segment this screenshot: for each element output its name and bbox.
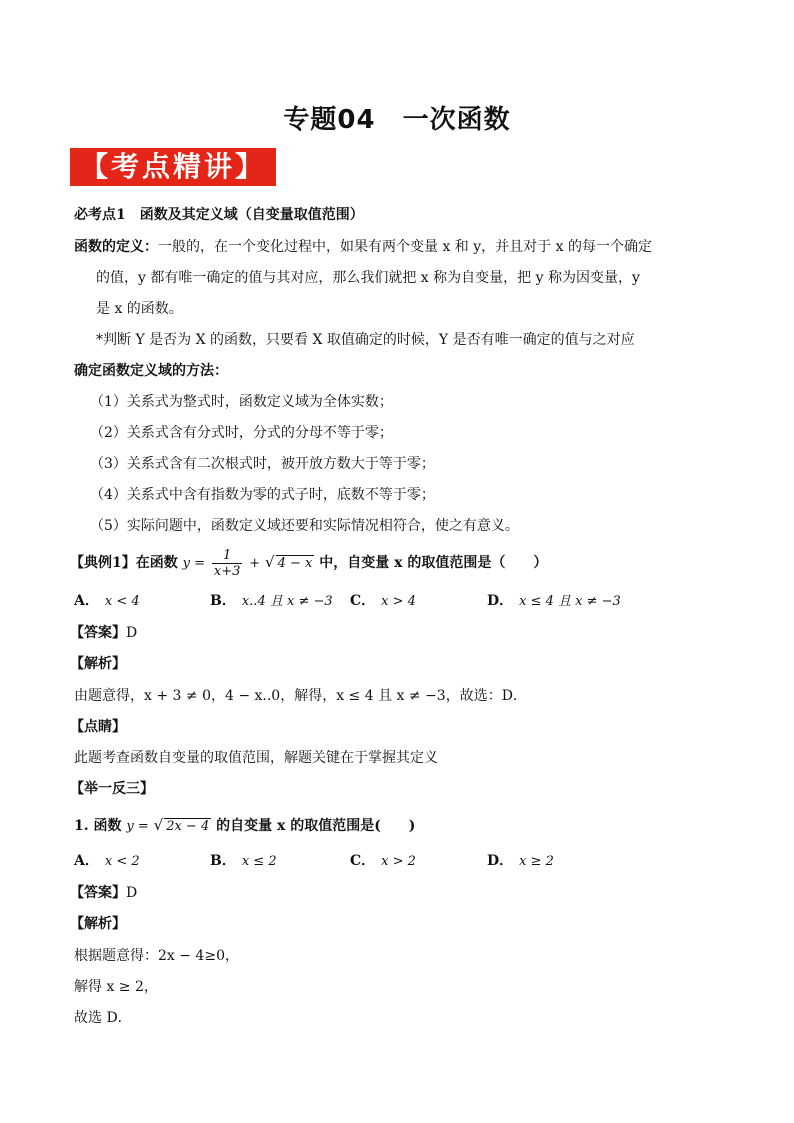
section-heading: 必考点1 函数及其定义域（自变量取值范围） (74, 207, 364, 223)
practice-q1 (74, 812, 415, 840)
example-1-sqrt-arg: 4 − x (277, 556, 313, 571)
method-item: （1）关系式为整式时，函数定义域为全体实数； (90, 394, 393, 410)
plus-sign: + (249, 556, 261, 571)
comment-text: 此题考查函数自变量的取值范围，解题关键在于掌握其定义 (74, 750, 438, 766)
fraction-numerator: 1 (212, 548, 243, 564)
practice-q1-answer (70, 883, 137, 903)
example-1-option-d: D． x ≤ 4 且 x ≠ −3 (487, 593, 621, 609)
practice-q1-sqrt-arg: 2x − 4 (166, 819, 210, 834)
practice-q1-option-a: A． x < 2 (74, 853, 140, 869)
method-item: （3）关系式含有二次根式时，被开放方数大于等于零； (90, 456, 435, 472)
answer-label: 【答案】 (70, 885, 126, 901)
sqrt-icon: √ (265, 553, 275, 571)
practice-q1-tail: 的自变量 x 的取值范围是( ) (216, 818, 416, 834)
example-1-label: 【典例1】在函数 (70, 555, 178, 571)
example-1-option-c: C． x > 4 (350, 593, 416, 609)
answer-value: D (126, 885, 138, 901)
fraction-denominator: x+3 (213, 563, 241, 579)
method-item: （2）关系式含有分式时，分式的分母不等于零； (90, 425, 393, 441)
note-line: *判断 Y 是否为 X 的函数，只要看 X 取值确定的时候，Y 是否有唯一确定的值与之对应 (96, 332, 635, 348)
example-1-option-b: B． x..4 且 x ≠ −3 (210, 593, 333, 609)
example-1-tail: 中，自变量 x 的取值范围是（ ） (319, 555, 548, 571)
definition-label: 函数的定义： (74, 239, 158, 255)
method-heading: 确定函数定义域的方法： (74, 363, 228, 379)
example-1-lhs: y = (182, 556, 205, 571)
answer-value: D (126, 625, 138, 641)
definition-text-1: 一般的，在一个变化过程中，如果有两个变量 x 和 y，并且对于 x 的每一个确定 (158, 239, 652, 255)
definition-line-2: 的值，y 都有唯一确定的值与其对应，那么我们就把 x 称为自变量，把 y 称为因变量，y (96, 270, 640, 286)
method-item: （5）实际问题中，函数定义域还要和实际情况相符合，使之有意义。 (90, 518, 519, 534)
practice-q1-option-b: B． x ≤ 2 (210, 853, 277, 869)
definition-line-1 (74, 237, 652, 257)
example-1-option-a: A． x < 4 (74, 593, 140, 609)
practice-q1-lhs: y = (126, 819, 149, 834)
analysis-label: 【解析】 (70, 656, 126, 672)
example-1-question (70, 545, 547, 581)
page-title: 专题04 一次函数 (283, 105, 511, 135)
solution-step: 根据题意得：2x − 4≥0， (74, 948, 239, 964)
solution-step: 故选 D． (74, 1010, 132, 1026)
practice-q1-option-d: D． x ≥ 2 (487, 853, 554, 869)
practice-q1-label: 1. 函数 (74, 818, 122, 834)
sqrt-icon: √ (153, 816, 164, 834)
analysis-text: 由题意得，x + 3 ≠ 0，4 − x..0，解得，x ≤ 4 且 x ≠ −3，故选：D． (74, 688, 527, 704)
example-1-answer (70, 623, 137, 643)
answer-label: 【答案】 (70, 625, 126, 641)
example-1-fraction (212, 548, 243, 579)
definition-line-3: 是 x 的函数。 (96, 301, 183, 317)
comment-label: 【点睛】 (70, 719, 126, 735)
section-badge: 【考点精讲】 (70, 148, 276, 186)
practice-heading: 【举一反三】 (70, 781, 154, 797)
solution-step: 解得 x ≥ 2， (74, 979, 158, 995)
method-item: （4）关系式中含有指数为零的式子时，底数不等于零； (90, 487, 435, 503)
analysis-label: 【解析】 (70, 916, 126, 932)
practice-q1-option-c: C． x > 2 (350, 853, 416, 869)
